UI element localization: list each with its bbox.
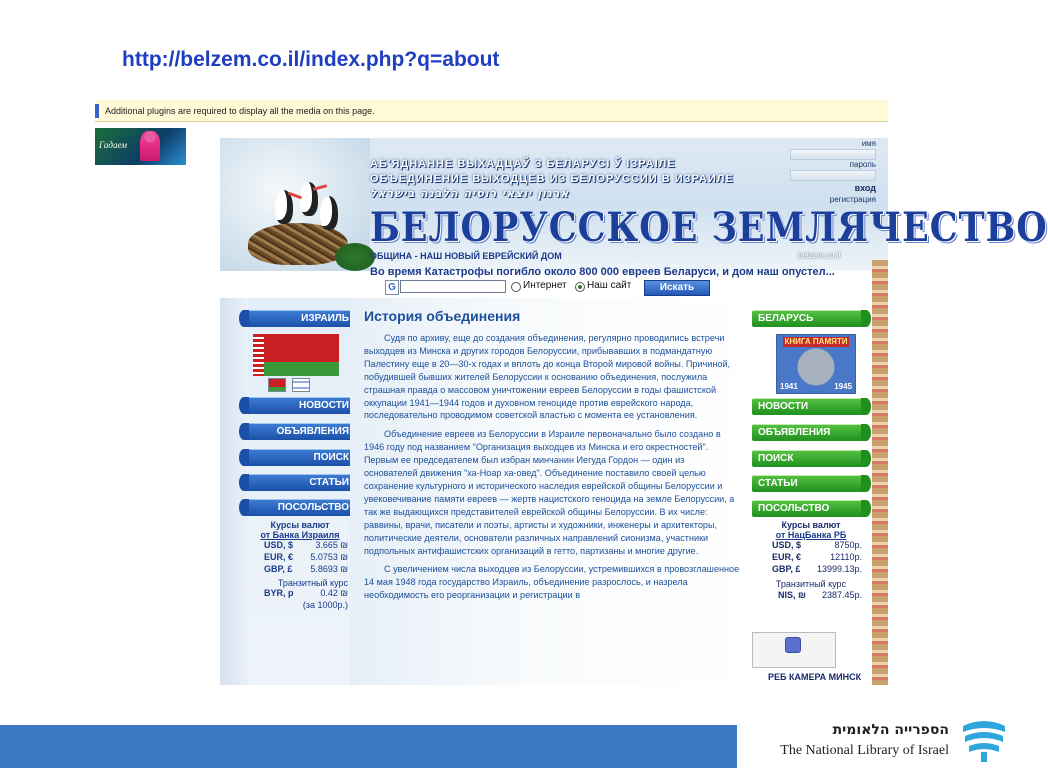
stork-nest-image (220, 138, 370, 271)
article-body (364, 332, 740, 608)
radio-our-site-label: Наш сайт (587, 280, 632, 291)
tagline-marquee: Во время Катастрофы погибло около 800 000 евреев Беларуси, и дом наш опустел... (370, 266, 835, 278)
site-header (220, 138, 1048, 271)
site-domain-label: belzem.co.il (798, 251, 841, 260)
tree-icon (335, 243, 375, 271)
nav-israel[interactable]: ИЗРАИЛЬ (245, 310, 355, 327)
rate-row (248, 588, 352, 600)
memory-book-banner[interactable] (776, 334, 856, 394)
search-button[interactable]: Искать (644, 280, 710, 296)
search-input[interactable] (400, 280, 506, 293)
rate-row (752, 590, 870, 602)
article-paragraph: С увеличением числа выходцев из Белоруссии, устремившихся в провозглашенное 14 мая 1948 года государство Израиль, объединение разрослось, и назрела необходимость его реорганизации и регистрации в (364, 564, 740, 601)
open-book-logo-icon (959, 716, 1009, 764)
flag-green-band (264, 362, 339, 376)
memory-book-year-start: 1941 (780, 382, 798, 391)
ad-thumbnail-text: Гадаем (99, 140, 127, 150)
browser-screenshot (95, 100, 1048, 685)
rate-value: 5.0753 ₪ (310, 552, 348, 562)
memory-book-title: КНИГА ПАМЯТИ (784, 337, 848, 346)
rate-currency: NIS, ₪ (778, 590, 806, 600)
memory-book-year-end: 1945 (834, 382, 852, 391)
stork-beak-icon (313, 184, 327, 191)
rate-value: 2387.45р. (821, 590, 862, 600)
username-label: имя (861, 139, 876, 148)
flag-ornament (253, 334, 264, 376)
footer-blue-bar (0, 725, 737, 768)
rate-per-note: (за 1000р.) (302, 600, 348, 610)
rate-row (752, 552, 870, 564)
nav-news-right[interactable]: НОВОСТИ (752, 398, 865, 415)
library-name-english: The National Library of Israel (780, 743, 949, 758)
belzem-site (220, 138, 1048, 685)
password-label: пароль (849, 160, 876, 169)
rates-source-link[interactable]: от НацБанка РБ (775, 530, 847, 540)
community-slogan: ОБЩИНА - НАШ НОВЫЙ ЕВРЕЙСКИЙ ДОМ (370, 251, 562, 261)
belarus-flag-icon[interactable] (268, 378, 286, 392)
rate-value: 13999.13р. (816, 564, 862, 574)
rate-value: 3.665 ₪ (315, 540, 348, 550)
rate-value: 8750р. (834, 540, 862, 550)
nav-search-right[interactable]: ПОИСК (752, 450, 865, 467)
person-figure-icon (140, 131, 160, 161)
nav-embassy-left[interactable]: ПОСОЛЬСТВО (245, 499, 355, 516)
camera-widget[interactable] (752, 632, 836, 668)
rate-currency: GBP, £ (772, 564, 801, 574)
search-bar (385, 280, 725, 296)
rate-row (248, 564, 352, 576)
nav-ads-right[interactable]: ОБЪЯВЛЕНИЯ (752, 424, 865, 441)
flag-red-band (264, 334, 339, 362)
header-russian-line: ОБЪЕДИНЕНИЕ ВЫХОДЦЕВ ИЗ БЕЛОРУССИИ В ИЗРАИЛЕ (370, 173, 734, 185)
rate-currency: EUR, € (772, 552, 802, 562)
national-library-logo-area (737, 712, 1024, 768)
header-hebrew-line: ארגון יוצאי רוסיה הלבנה בישראל (370, 187, 570, 200)
belarus-flag (253, 334, 339, 376)
nav-search-left[interactable]: ПОИСК (245, 449, 355, 466)
rate-row (752, 564, 870, 576)
rates-title: Курсы валют (781, 520, 841, 530)
header-belarusian-line: АБ'ЯДНАННЕ ВЫХАДЦАЎ З БЕЛАРУСІ Ў ІЗРАІЛЕ (370, 158, 676, 170)
nav-articles-left[interactable]: СТАТЬИ (245, 474, 355, 491)
username-input[interactable] (790, 149, 876, 160)
slide-title-url: http://belzem.co.il/index.php?q=about (122, 48, 500, 71)
rate-currency: BYR, p (264, 588, 294, 598)
rate-row (248, 540, 352, 552)
radio-our-site[interactable] (575, 282, 585, 292)
nav-embassy-right[interactable]: ПОСОЛЬСТВО (752, 500, 865, 517)
belarus-currency-rates (752, 520, 870, 602)
radio-internet[interactable] (511, 282, 521, 292)
israel-currency-rates (248, 520, 352, 610)
rate-currency: EUR, € (264, 552, 294, 562)
left-stripe (220, 298, 248, 685)
transit-rate-label: Транзитный курс (277, 578, 348, 588)
rates-source-link[interactable]: от Банка Израиля (260, 530, 340, 540)
article-heading: История объединения (364, 308, 521, 324)
camera-label[interactable]: РЕБ КАМЕРА МИНСК (768, 672, 862, 682)
rate-row (248, 552, 352, 564)
nav-ads-left[interactable]: ОБЪЯВЛЕНИЯ (245, 423, 355, 440)
ornament-border (872, 260, 888, 685)
main-content (350, 298, 750, 685)
rate-value: 0.42 ₪ (320, 588, 348, 598)
stork-icon (320, 196, 338, 230)
rate-currency: USD, $ (264, 540, 294, 550)
rate-value: 5.8693 ₪ (310, 564, 348, 574)
login-panel (790, 138, 888, 208)
israel-flag-icon[interactable] (292, 378, 310, 392)
library-name-hebrew: הספרייה הלאומית (832, 722, 949, 738)
register-link[interactable]: регистрация (829, 195, 876, 204)
plugin-notice-bar[interactable]: Additional plugins are required to display all the media on this page. (95, 100, 888, 122)
rate-row (752, 540, 870, 552)
radio-internet-label: Интернет (523, 280, 567, 291)
article-paragraph: Объединение евреев из Белоруссии в Израиле первоначально было создано в 1946 году под названием "Организация выходцев из Минска и его окрестностей". Первым ее председателем был избран минчанин Иегуда Гордон — один из основателей движения "ха-Ноар ха-овед". Объединение поставило своей целью сохранение культурного и исторического наследия еврейской общины Белоруссии и увековечивание памяти евреев — жертв нацистского геноцида на земле Белоруссии, а так же выдающихся представителей еврейской общины Белоруссии. В их числе: раввины, врачи, писатели и поэты, артисты и художники, инженеры и архитекторы, политические деятели, основатели различных направлений сионизма, участники подпольных антифашистских организаций в гетто, партизаны и многие другие. (364, 429, 735, 556)
rate-value: 12110р. (830, 552, 862, 562)
password-input[interactable] (790, 170, 876, 181)
rate-currency: GBP, £ (264, 564, 293, 574)
ad-thumbnail[interactable] (95, 128, 186, 165)
site-title[interactable]: БЕЛОРУССКОЕ ЗЕМЛЯЧЕСТВО (370, 204, 1048, 252)
nav-articles-right[interactable]: СТАТЬИ (752, 475, 865, 492)
nav-belarus[interactable]: БЕЛАРУСЬ (752, 310, 865, 327)
transit-rate-label: Транзитный курс (775, 579, 847, 589)
nav-news-left[interactable]: НОВОСТИ (245, 397, 355, 414)
rate-currency: USD, $ (772, 540, 802, 550)
rates-title: Курсы валют (270, 520, 330, 530)
camera-icon (786, 638, 800, 652)
article-paragraph: Судя по архиву, еще до создания объединения, регулярно проводились встречи выходцев из Минска и других городов Белоруссии, прибывавших в подмандатную Палестину еще в 20—30-х годах и вплоть до конца Второй мировой войны. Причиной, побудившей бывших жителей Белоруссии к основанию объединения, послужила страшная правда о массовом уничтожении евреев Белоруссии в годы фашистской оккупации 1941—1944 годов и духовном геноциде против еврейского народа, последовательно проводимом советской властью с момента ее установления. (364, 333, 731, 421)
login-button[interactable]: вход (854, 183, 876, 193)
google-icon: G (385, 280, 399, 295)
